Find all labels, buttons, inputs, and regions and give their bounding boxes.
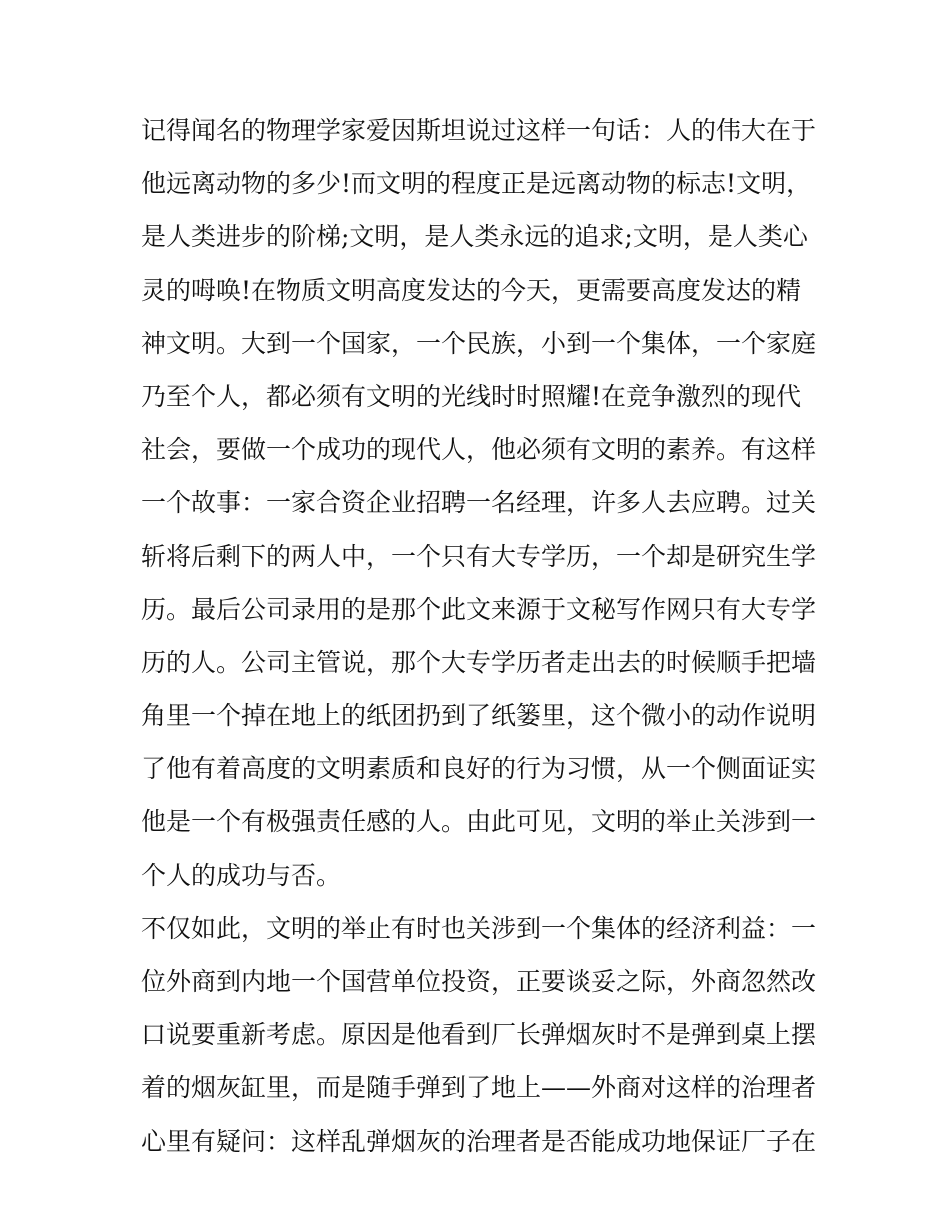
text-line: 口说要重新考虑。原因是他看到厂长弹烟灰时不是弹到桌上摆 [141, 1020, 817, 1050]
text-line: 历的人。公司主管说，那个大专学历者走出去的时候顺手把墙 [141, 647, 817, 677]
text-line: 社会，要做一个成功的现代人，他必须有文明的素养。有这样 [141, 435, 817, 465]
text-line: 个人的成功与否。 [141, 860, 342, 890]
text-line: 斩将后剩下的两人中，一个只有大专学历，一个却是研究生学 [141, 541, 817, 571]
text-line: 角里一个掉在地上的纸团扔到了纸篓里，这个微小的动作说明 [141, 701, 817, 731]
text-line: 是人类进步的阶梯;文明，是人类永远的追求;文明，是人类心 [141, 222, 808, 252]
body-text [141, 104, 821, 1168]
text-line: 一个故事：一家合资企业招聘一名经理，许多人去应聘。过关 [141, 488, 817, 518]
text-line: 他是一个有极强责任感的人。由此可见，文明的举止关涉到一 [141, 807, 817, 837]
text-line: 历。最后公司录用的是那个此文来源于文秘写作网只有大专学 [141, 594, 817, 624]
text-line: 不仅如此，文明的举止有时也关涉到一个集体的经济利益：一 [141, 913, 817, 943]
text-line: 他远离动物的多少!而文明的程度正是远离动物的标志!文明， [141, 169, 812, 199]
text-line: 了他有着高度的文明素质和良好的行为习惯，从一个侧面证实 [141, 754, 817, 784]
text-line: 心里有疑问：这样乱弹烟灰的治理者是否能成功地保证厂子在 [141, 1126, 817, 1156]
text-line: 着的烟灰缸里，而是随手弹到了地上——外商对这样的治理者 [141, 1073, 817, 1103]
text-line: 灵的呣唤!在物质文明高度发达的今天，更需要高度发达的精 [141, 275, 802, 305]
text-line: 位外商到内地一个国营单位投资，正要谈妥之际，外商忽然改 [141, 967, 817, 996]
text-line: 乃至个人，都必须有文明的光线时时照耀!在竞争激烈的现代 [141, 381, 802, 411]
text-line: 神文明。大到一个国家，一个民族，小到一个集体，一个家庭 [141, 328, 817, 358]
text-line: 记得闻名的物理学家爱因斯坦说过这样一句话：人的伟大在于 [141, 116, 817, 145]
